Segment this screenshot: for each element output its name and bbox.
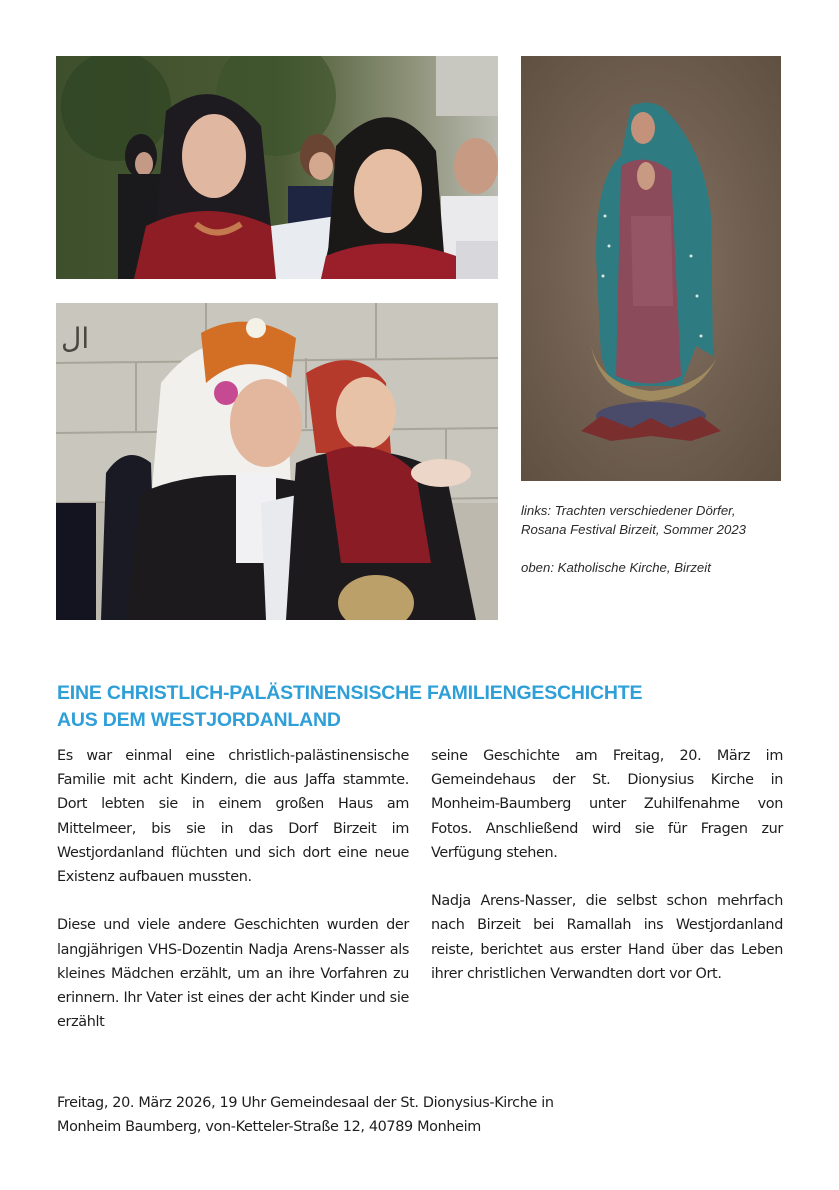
photo-madonna-mosaic (521, 56, 781, 481)
caption-festival (521, 501, 796, 539)
photo-festival-costumes-2 (56, 303, 498, 620)
headline-line1: EINE CHRISTLICH-PALÄSTINENSISCHE FAMILIENGESCHICHTE (57, 682, 643, 705)
photo-festival-costumes-1 (56, 56, 498, 279)
body-paragraph-3: Nadja Arens-Nasser, die selbst schon mehrfach nach Birzeit bei Ramallah ins Westjordanland reiste, berichtet aus erster Hand über das Leben ihrer christlichen Verwandten dort vor Ort. (431, 893, 783, 982)
article-headline (57, 680, 797, 734)
headline-line2: AUS DEM WESTJORDANLAND (57, 709, 341, 732)
event-details (57, 1091, 777, 1139)
body-paragraph-2-continued: seine Geschichte am Freitag, 20. März im Gemeindehaus der St. Dionysius Kirche in Monheim-Baumberg unter Zuhilfenahme von Fotos. Anschließend wird sie für Fragen zur Verfügung stehen. (431, 748, 783, 861)
caption-church (521, 558, 796, 577)
festival-photo-image (56, 303, 498, 620)
svg-text:ال: ال (61, 322, 90, 355)
event-details-line1: Freitag, 20. März 2026, 19 Uhr Gemeindesaal der St. Dionysius-Kirche in (57, 1095, 554, 1111)
caption-festival-line2: Rosana Festival Birzeit, Sommer 2023 (521, 522, 747, 537)
madonna-mosaic-image (521, 56, 781, 481)
body-column-left (57, 744, 409, 1034)
event-details-line2: Monheim Baumberg, von-Ketteler-Straße 12, 40789 Monheim (57, 1119, 481, 1135)
caption-church-text: oben: Katholische Kirche, Birzeit (521, 560, 711, 575)
caption-festival-line1: links: Trachten verschiedener Dörfer, (521, 503, 736, 518)
body-paragraph-1: Es war einmal eine christlich-palästinensische Familie mit acht Kindern, die aus Jaffa stammte. Dort lebten sie in einem großen Haus am Mittelmeer, bis sie in das Dorf Birzeit im Westjordanland flüchten und sich dort eine neue Existenz aufbauen mussten. (57, 748, 409, 886)
body-paragraph-2: Diese und viele andere Geschichten wurden der langjährigen VHS-Dozentin Nadja Arens-Nasser als kleines Mädchen erzählt, um an ihre Vorfahren zu erinnern. Ihr Vater ist eines der acht Kinder und sie erzählt (57, 917, 409, 1031)
festival-photo-image (56, 56, 498, 279)
body-column-right (431, 744, 783, 986)
